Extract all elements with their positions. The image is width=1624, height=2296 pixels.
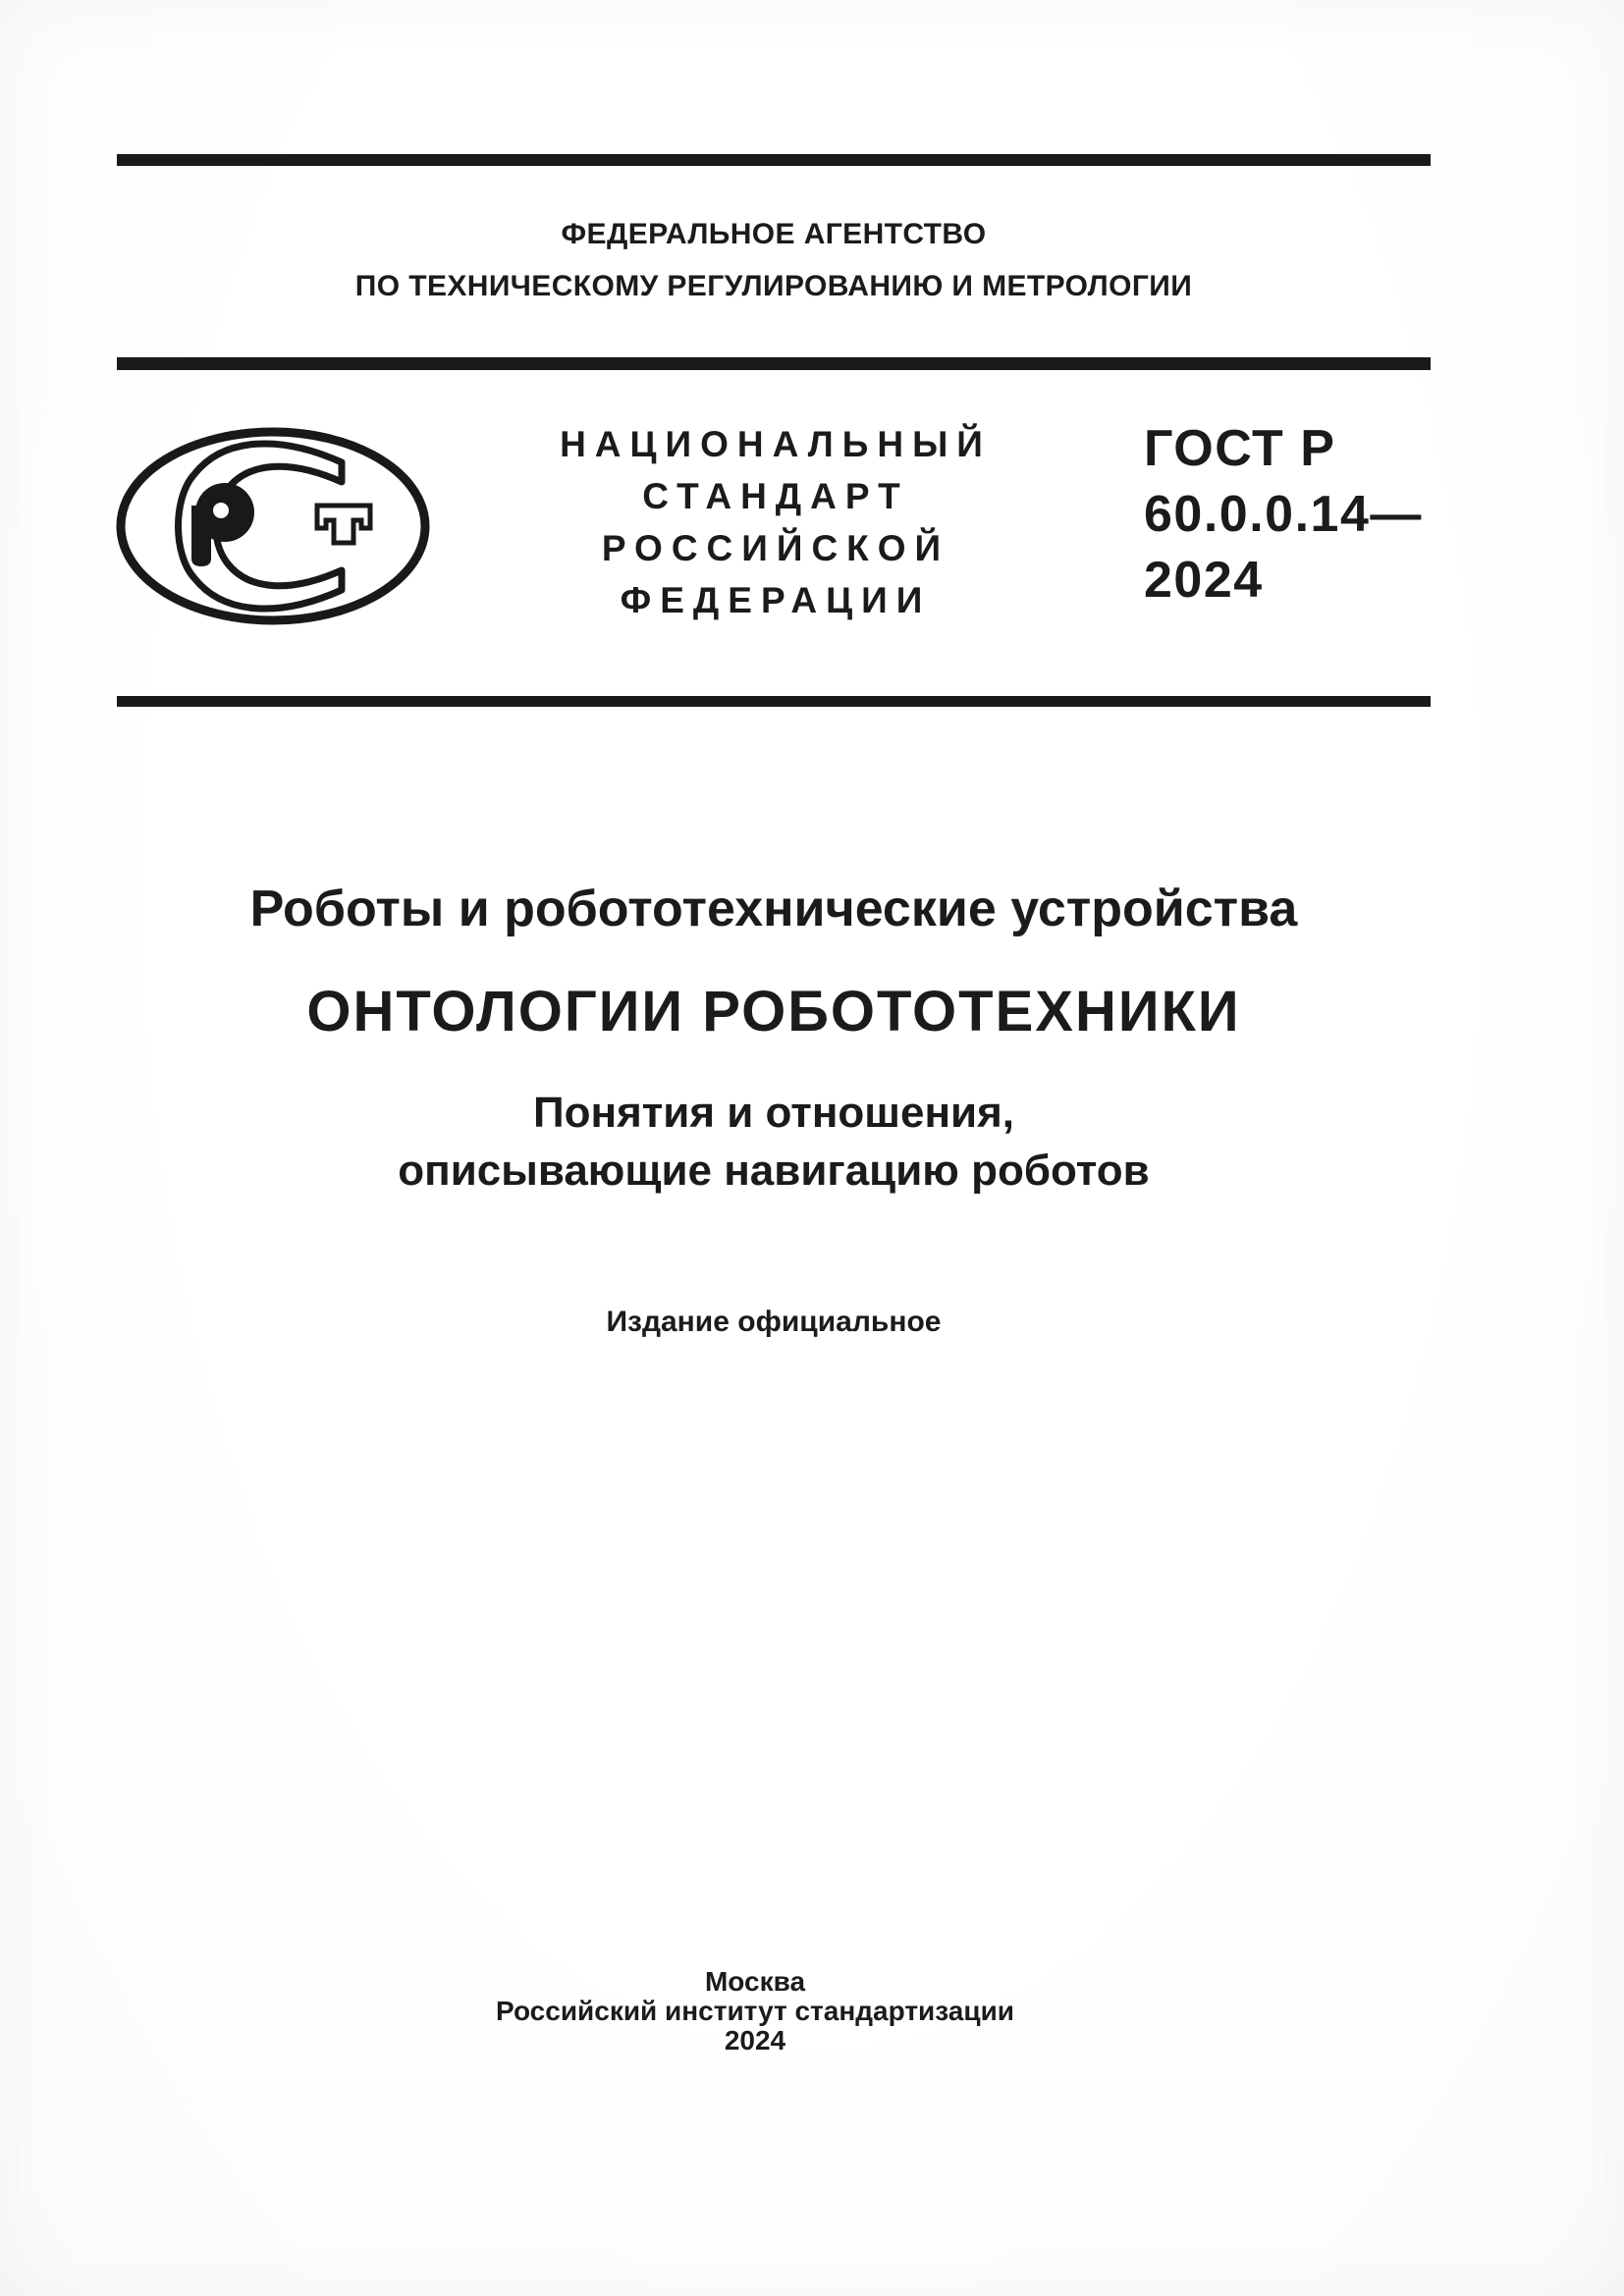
document-subtitle-line2: описывающие навигацию роботов [398,1147,1150,1195]
document-group-title: Роботы и робототехнические устройства [249,881,1298,937]
designation-year: 2024 [1144,552,1264,609]
standard-type-line2: СТАНДАРТ [642,476,909,516]
standard-type-line1: НАЦИОНАЛЬНЫЙ [560,424,992,464]
bottom-rule [117,696,1431,707]
imprint-block [117,1967,1393,2056]
document-subtitle-line1: Понятия и отношения, [533,1089,1014,1137]
agency-name-line2: ПО ТЕХНИЧЕСКОМУ РЕГУЛИРОВАНИЮ И МЕТРОЛОГИИ [354,270,1193,302]
document-subtitle [117,1084,1431,1200]
imprint-year: 2024 [724,2025,786,2056]
standard-type-line3: РОССИЙСКОЙ [601,528,950,568]
middle-rule [117,357,1431,370]
standard-designation [1144,416,1423,614]
imprint-city: Москва [704,1966,806,1997]
rst-logo-icon [116,427,430,625]
top-rule [117,154,1431,166]
designation-prefix: ГОСТ Р [1144,420,1336,477]
imprint-publisher: Российский институт стандартизации [495,1996,1015,2026]
agency-name-line1: ФЕДЕРАЛЬНОЕ АГЕНТСТВО [561,218,987,250]
standard-type-line4: ФЕДЕРАЦИИ [620,580,932,620]
edition-note: Издание официальное [606,1306,942,1338]
designation-number: 60.0.0.14— [1144,486,1423,543]
document-main-title: ОНТОЛОГИИ РОБОТОТЕХНИКИ [306,980,1241,1043]
standard-type-label [450,418,1102,626]
